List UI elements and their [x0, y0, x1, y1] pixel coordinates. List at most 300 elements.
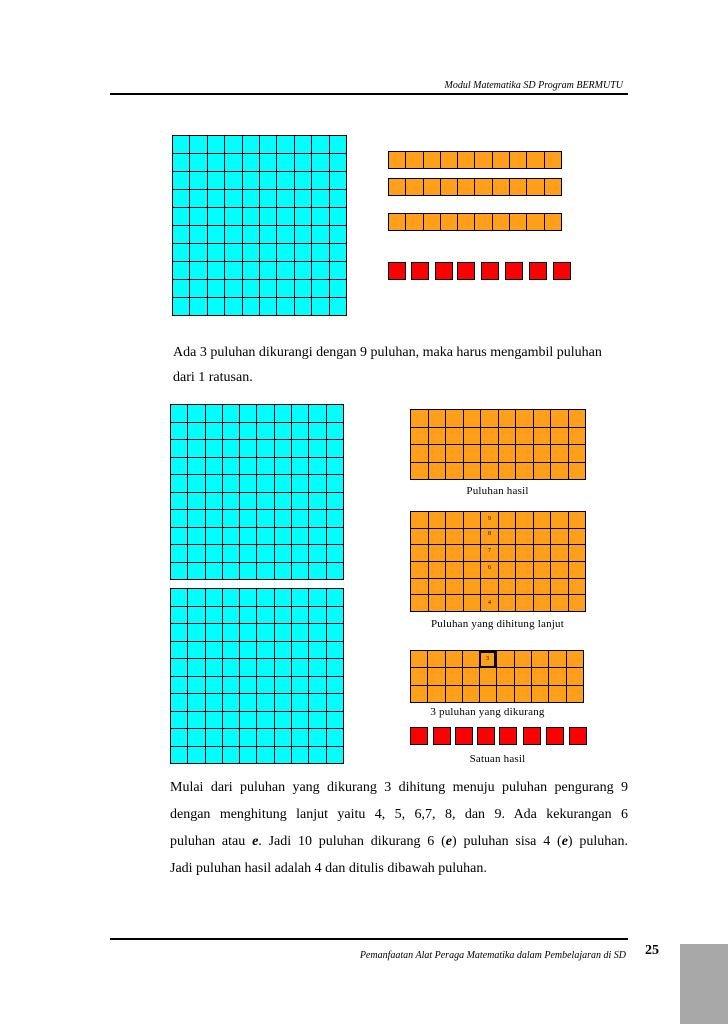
unit-cell — [295, 298, 312, 316]
unit-cell — [481, 579, 499, 596]
unit-cell — [225, 154, 242, 172]
unit-cell — [481, 428, 499, 446]
unit-cell — [225, 172, 242, 190]
counting-number: 4 — [488, 600, 491, 606]
unit-cell — [208, 262, 225, 280]
unit-cell — [534, 562, 552, 579]
unit-cell — [292, 475, 309, 493]
hundred-block — [172, 135, 347, 316]
unit-cell — [171, 458, 188, 476]
unit-cell — [497, 668, 514, 685]
unit-cell — [206, 589, 223, 607]
unit-cell — [516, 463, 534, 481]
unit-cell — [292, 405, 309, 423]
unit-cell — [330, 298, 347, 316]
header-title: Modul Matematika SD Program BERMUTU — [444, 80, 623, 91]
unit-cell — [171, 694, 188, 712]
unit-cell — [463, 651, 480, 668]
unit-cell — [225, 136, 242, 154]
unit-cell — [223, 458, 240, 476]
unit-cell — [243, 208, 260, 226]
unit-cell — [330, 244, 347, 262]
ones-square — [410, 727, 428, 745]
body-line-4: Jadi puluhan hasil adalah 4 dan ditulis dibawah puluhan. — [170, 861, 487, 876]
label-puluhan-dikurang: 3 puluhan yang dikurang — [430, 706, 545, 718]
unit-cell — [458, 152, 475, 168]
unit-cell — [275, 729, 292, 747]
unit-cell — [206, 405, 223, 423]
ones-square — [411, 262, 429, 280]
unit-cell — [458, 179, 475, 195]
unit-cell — [243, 262, 260, 280]
ten-strip — [388, 213, 562, 231]
unit-cell — [309, 747, 326, 765]
unit-cell — [295, 154, 312, 172]
unit-cell — [257, 458, 274, 476]
unit-cell — [464, 595, 482, 612]
unit-cell — [292, 458, 309, 476]
unit-cell — [240, 659, 257, 677]
unit-cell — [406, 152, 423, 168]
unit-cell — [243, 244, 260, 262]
unit-cell — [240, 747, 257, 765]
unit-cell — [260, 136, 277, 154]
unit-cell — [309, 423, 326, 441]
unit-cell — [223, 563, 240, 581]
unit-cell — [240, 493, 257, 511]
page-number: 25 — [645, 943, 659, 958]
unit-cell — [464, 529, 482, 546]
unit-cell — [499, 562, 517, 579]
unit-cell — [243, 298, 260, 316]
ones-square — [569, 727, 587, 745]
unit-cell — [206, 493, 223, 511]
unit-cell — [446, 428, 464, 446]
unit-cell — [206, 563, 223, 581]
unit-cell — [429, 410, 447, 428]
unit-cell — [327, 589, 344, 607]
unit-cell — [275, 659, 292, 677]
unit-cell — [188, 563, 205, 581]
unit-cell — [257, 493, 274, 511]
unit-cell — [569, 545, 587, 562]
unit-cell — [206, 475, 223, 493]
unit-cell — [516, 428, 534, 446]
unit-cell — [275, 440, 292, 458]
unit-cell — [240, 545, 257, 563]
ones-square — [523, 727, 541, 745]
unit-cell — [275, 510, 292, 528]
unit-cell — [292, 624, 309, 642]
unit-cell — [277, 226, 294, 244]
counting-number: 6 — [488, 565, 491, 571]
unit-cell — [411, 686, 428, 703]
unit-cell — [493, 179, 510, 195]
unit-cell — [309, 677, 326, 695]
unit-cell — [292, 440, 309, 458]
ones-square — [529, 262, 547, 280]
boxed-number: 3 — [486, 656, 489, 662]
intro-line-1: Ada 3 puluhan dikurangi dengan 9 puluhan, maka harus mengambil puluhan — [173, 345, 602, 360]
unit-cell — [240, 458, 257, 476]
unit-cell — [173, 208, 190, 226]
unit-cell — [551, 512, 569, 529]
unit-cell — [257, 712, 274, 730]
unit-cell — [534, 545, 552, 562]
unit-cell — [549, 651, 566, 668]
unit-cell — [173, 298, 190, 316]
unit-cell — [327, 694, 344, 712]
unit-cell — [569, 428, 587, 446]
label-puluhan-hasil: Puluhan hasil — [466, 485, 529, 497]
unit-cell — [493, 214, 510, 230]
unit-cell — [458, 214, 475, 230]
unit-cell — [292, 493, 309, 511]
unit-cell — [330, 190, 347, 208]
unit-cell — [240, 510, 257, 528]
unit-cell — [257, 545, 274, 563]
intro-line-2: dari 1 ratusan. — [173, 370, 253, 385]
unit-cell — [188, 458, 205, 476]
unit-cell — [257, 589, 274, 607]
unit-cell — [309, 712, 326, 730]
unit-cell — [481, 410, 499, 428]
unit-cell — [223, 677, 240, 695]
unit-cell — [208, 136, 225, 154]
unit-cell — [569, 445, 587, 463]
unit-cell — [171, 624, 188, 642]
ones-square — [457, 262, 475, 280]
unit-cell — [188, 694, 205, 712]
unit-cell — [173, 280, 190, 298]
unit-cell — [223, 607, 240, 625]
unit-cell — [327, 405, 344, 423]
unit-cell — [277, 280, 294, 298]
unit-cell — [173, 244, 190, 262]
unit-cell — [330, 208, 347, 226]
unit-cell — [464, 428, 482, 446]
unit-cell — [292, 607, 309, 625]
unit-cell — [464, 512, 482, 529]
unit-cell — [188, 440, 205, 458]
unit-cell — [257, 659, 274, 677]
unit-cell — [277, 298, 294, 316]
unit-cell — [206, 694, 223, 712]
unit-cell — [532, 668, 549, 685]
unit-cell — [208, 244, 225, 262]
unit-cell — [516, 529, 534, 546]
unit-cell — [411, 410, 429, 428]
unit-cell — [171, 528, 188, 546]
unit-cell — [411, 445, 429, 463]
unit-cell — [527, 179, 544, 195]
unit-cell — [481, 463, 499, 481]
unit-cell — [464, 545, 482, 562]
unit-cell — [240, 440, 257, 458]
unit-cell — [327, 545, 344, 563]
unit-cell — [188, 528, 205, 546]
unit-cell — [260, 154, 277, 172]
unit-cell — [275, 528, 292, 546]
unit-cell — [275, 493, 292, 511]
unit-cell — [534, 579, 552, 596]
unit-cell — [292, 642, 309, 660]
footer-text: Pemanfaatan Alat Peraga Matematika dalam Pembelajaran di SD — [359, 950, 626, 961]
unit-cell — [429, 445, 447, 463]
unit-cell — [309, 405, 326, 423]
unit-cell — [475, 179, 492, 195]
unit-cell — [441, 152, 458, 168]
unit-cell — [240, 642, 257, 660]
unit-cell — [171, 677, 188, 695]
unit-cell — [551, 545, 569, 562]
unit-cell — [188, 545, 205, 563]
unit-cell — [411, 651, 428, 668]
ten-strip — [388, 151, 562, 169]
unit-cell — [206, 712, 223, 730]
unit-cell — [171, 423, 188, 441]
unit-cell — [275, 677, 292, 695]
unit-cell — [532, 686, 549, 703]
label-puluhan-dihitung: Puluhan yang dihitung lanjut — [430, 618, 564, 630]
unit-cell — [260, 172, 277, 190]
unit-cell — [446, 579, 464, 596]
unit-cell — [206, 659, 223, 677]
unit-cell — [545, 214, 562, 230]
unit-cell — [171, 747, 188, 765]
unit-cell — [275, 423, 292, 441]
unit-cell — [190, 136, 207, 154]
unit-cell — [411, 529, 429, 546]
page-tab-decoration — [680, 944, 728, 1024]
unit-cell — [327, 712, 344, 730]
unit-cell — [464, 410, 482, 428]
unit-cell — [257, 694, 274, 712]
unit-cell — [190, 280, 207, 298]
unit-cell — [567, 686, 584, 703]
unit-cell — [516, 579, 534, 596]
unit-cell — [223, 493, 240, 511]
unit-cell — [429, 463, 447, 481]
unit-cell — [292, 729, 309, 747]
unit-cell — [292, 545, 309, 563]
unit-cell — [277, 208, 294, 226]
unit-cell — [295, 226, 312, 244]
unit-cell — [223, 729, 240, 747]
unit-cell — [188, 659, 205, 677]
unit-cell — [499, 595, 517, 612]
unit-cell — [446, 686, 463, 703]
unit-cell — [309, 440, 326, 458]
unit-cell — [534, 463, 552, 481]
counting-number: 8 — [488, 531, 491, 537]
unit-cell — [173, 154, 190, 172]
unit-cell — [309, 694, 326, 712]
unit-cell — [275, 545, 292, 563]
unit-cell — [257, 528, 274, 546]
unit-cell — [312, 298, 329, 316]
unit-cell — [295, 190, 312, 208]
unit-cell — [171, 440, 188, 458]
unit-cell — [223, 475, 240, 493]
unit-cell — [480, 686, 497, 703]
unit-cell — [173, 190, 190, 208]
unit-cell — [480, 668, 497, 685]
unit-cell — [225, 190, 242, 208]
unit-cell — [534, 410, 552, 428]
tens-block — [410, 409, 586, 480]
unit-cell — [225, 208, 242, 226]
unit-cell — [569, 529, 587, 546]
unit-cell — [551, 428, 569, 446]
unit-cell — [330, 172, 347, 190]
unit-cell — [330, 280, 347, 298]
unit-cell — [389, 179, 406, 195]
unit-cell — [309, 545, 326, 563]
unit-cell — [534, 529, 552, 546]
unit-cell — [330, 226, 347, 244]
unit-cell — [190, 172, 207, 190]
unit-cell — [171, 659, 188, 677]
unit-cell — [171, 589, 188, 607]
unit-cell — [206, 440, 223, 458]
unit-cell — [257, 677, 274, 695]
unit-cell — [171, 510, 188, 528]
unit-cell — [260, 280, 277, 298]
unit-cell — [441, 214, 458, 230]
unit-cell — [240, 729, 257, 747]
ten-strip — [388, 178, 562, 196]
unit-cell — [534, 445, 552, 463]
unit-cell — [188, 423, 205, 441]
unit-cell — [275, 607, 292, 625]
unit-cell — [446, 545, 464, 562]
unit-cell — [292, 712, 309, 730]
unit-cell — [188, 712, 205, 730]
unit-cell — [208, 190, 225, 208]
ones-square — [433, 727, 451, 745]
unit-cell — [499, 545, 517, 562]
ones-square — [505, 262, 523, 280]
unit-cell — [309, 493, 326, 511]
ones-square — [435, 262, 453, 280]
unit-cell — [464, 562, 482, 579]
unit-cell — [330, 136, 347, 154]
ones-square — [455, 727, 473, 745]
unit-cell — [312, 226, 329, 244]
unit-cell — [312, 262, 329, 280]
unit-cell — [516, 545, 534, 562]
unit-cell — [516, 445, 534, 463]
unit-cell — [295, 280, 312, 298]
unit-cell — [551, 463, 569, 481]
unit-cell — [295, 208, 312, 226]
header-rule — [110, 93, 628, 95]
unit-cell — [312, 244, 329, 262]
unit-cell — [275, 747, 292, 765]
unit-cell — [223, 747, 240, 765]
unit-cell — [240, 423, 257, 441]
unit-cell — [277, 262, 294, 280]
unit-cell — [190, 244, 207, 262]
unit-cell — [569, 562, 587, 579]
unit-cell — [243, 136, 260, 154]
unit-cell — [260, 208, 277, 226]
unit-cell — [327, 624, 344, 642]
unit-cell — [275, 712, 292, 730]
unit-cell — [240, 677, 257, 695]
unit-cell — [429, 545, 447, 562]
unit-cell — [532, 651, 549, 668]
unit-cell — [223, 405, 240, 423]
unit-cell — [171, 545, 188, 563]
unit-cell — [309, 563, 326, 581]
unit-cell — [516, 512, 534, 529]
unit-cell — [475, 214, 492, 230]
unit-cell — [260, 244, 277, 262]
unit-cell — [223, 642, 240, 660]
body-line-2: dengan menghitung lanjut yaitu 4, 5, 6,7, 8, dan 9. Ada kekurangan 6 — [170, 807, 628, 822]
unit-cell — [257, 510, 274, 528]
unit-cell — [260, 298, 277, 316]
unit-cell — [240, 607, 257, 625]
unit-cell — [312, 190, 329, 208]
unit-cell — [223, 694, 240, 712]
unit-cell — [411, 428, 429, 446]
unit-cell — [240, 589, 257, 607]
unit-cell — [429, 428, 447, 446]
unit-cell — [275, 694, 292, 712]
unit-cell — [545, 179, 562, 195]
unit-cell — [569, 410, 587, 428]
unit-cell — [225, 280, 242, 298]
unit-cell — [499, 529, 517, 546]
unit-cell — [206, 458, 223, 476]
unit-cell — [551, 595, 569, 612]
unit-cell — [243, 172, 260, 190]
unit-cell — [309, 607, 326, 625]
body-line-3: puluhan atau e. Jadi 10 puluhan dikurang 6 (e) puluhan sisa 4 (e) puluhan. — [170, 834, 629, 849]
unit-cell — [240, 405, 257, 423]
unit-cell — [309, 659, 326, 677]
unit-cell — [534, 428, 552, 446]
unit-cell — [312, 280, 329, 298]
unit-cell — [188, 475, 205, 493]
unit-cell — [429, 512, 447, 529]
unit-cell — [312, 208, 329, 226]
unit-cell — [188, 729, 205, 747]
unit-cell — [277, 136, 294, 154]
ones-square — [481, 262, 499, 280]
unit-cell — [534, 512, 552, 529]
unit-cell — [309, 589, 326, 607]
unit-cell — [171, 493, 188, 511]
unit-cell — [223, 545, 240, 563]
unit-cell — [171, 712, 188, 730]
unit-cell — [327, 747, 344, 765]
unit-cell — [240, 694, 257, 712]
unit-cell — [206, 624, 223, 642]
unit-cell — [446, 651, 463, 668]
unit-cell — [188, 405, 205, 423]
unit-cell — [277, 154, 294, 172]
unit-cell — [240, 528, 257, 546]
unit-cell — [463, 668, 480, 685]
unit-cell — [551, 529, 569, 546]
unit-cell — [327, 423, 344, 441]
unit-cell — [497, 686, 514, 703]
unit-cell — [206, 729, 223, 747]
